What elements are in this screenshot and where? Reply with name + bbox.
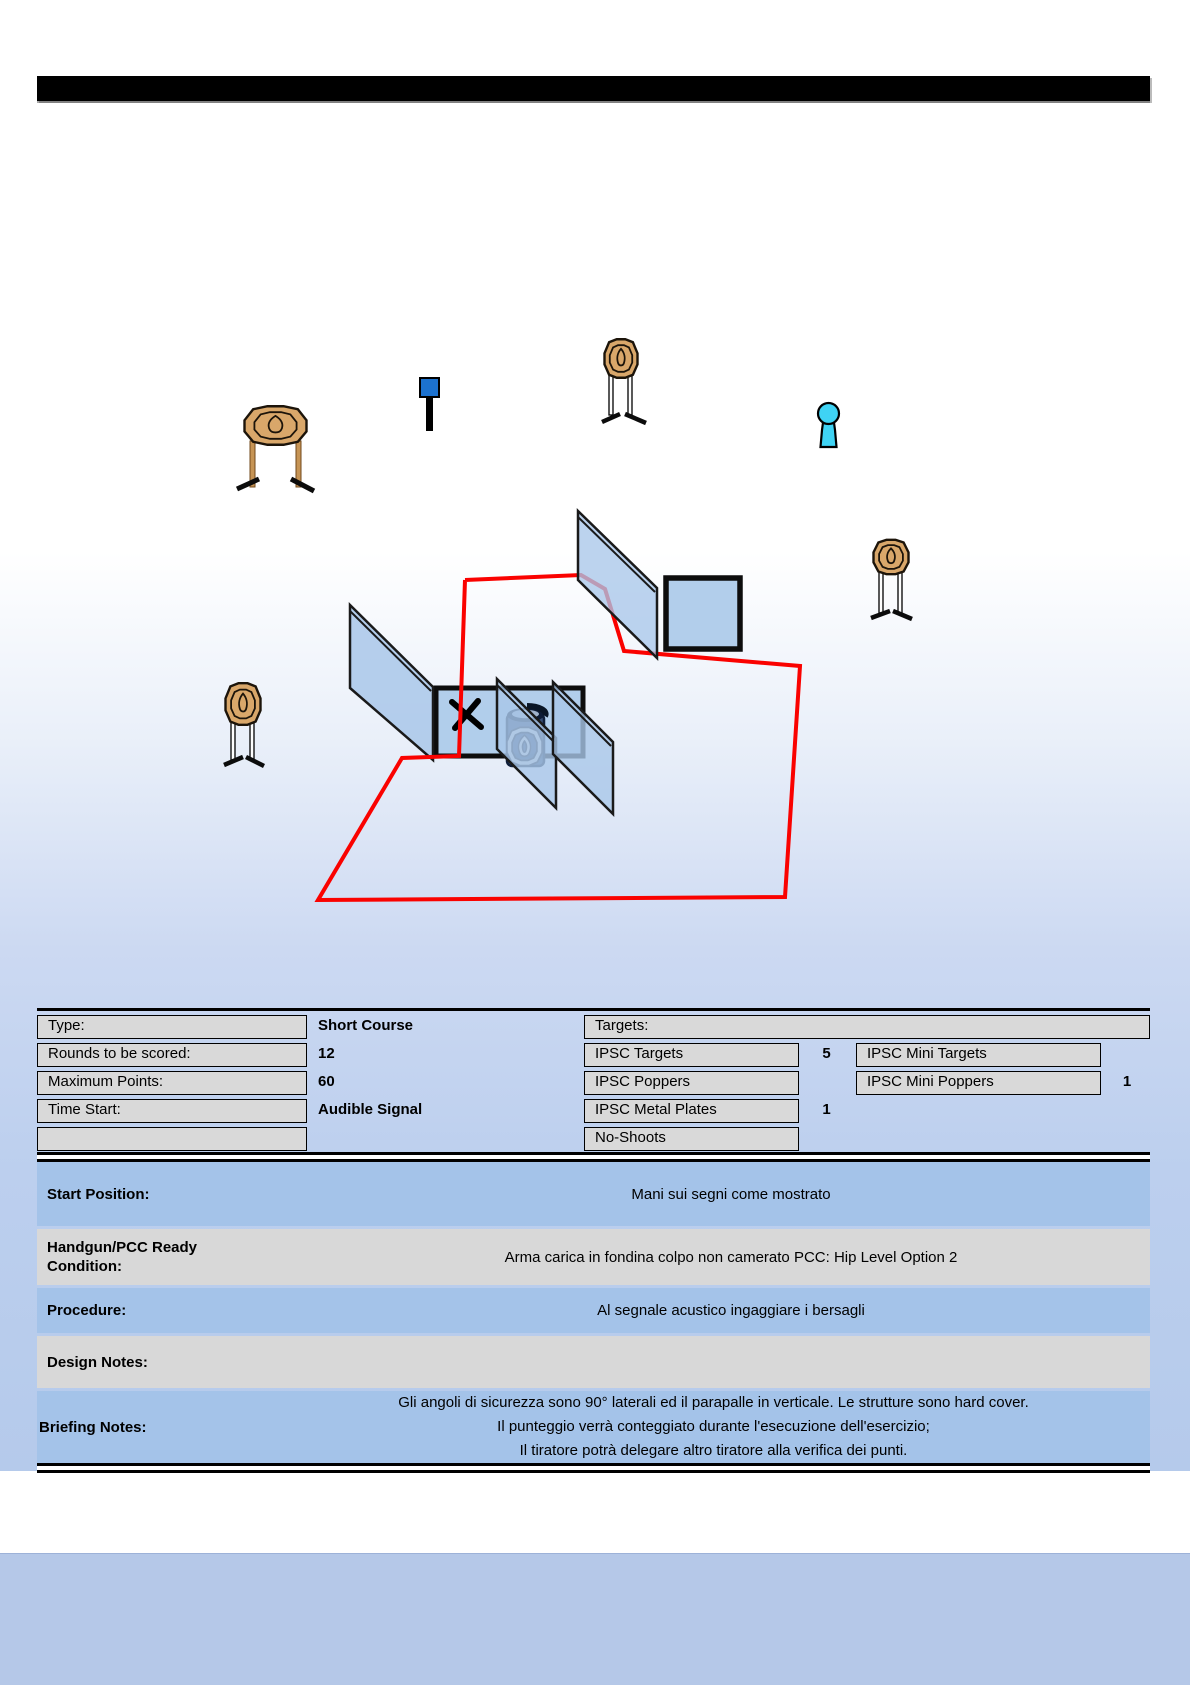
table-row [37, 1043, 1150, 1067]
start-position-row [37, 1162, 1150, 1226]
ipsc-targets-count: 5 [822, 1045, 831, 1062]
type-value: Short Course [318, 1017, 414, 1034]
briefing-line: Il punteggio verrà conteggiato durante l'esecuzione dell'esercizio; [497, 1418, 930, 1435]
stage-briefing-sections [37, 1152, 1150, 1473]
start-position-label: Start Position: [47, 1185, 150, 1203]
design-notes-row [37, 1336, 1150, 1388]
max-points-label: Maximum Points: [37, 1071, 307, 1095]
time-start-value: Audible Signal [318, 1101, 423, 1118]
rounds-value: 12 [318, 1045, 335, 1062]
table-row [37, 1099, 1150, 1123]
max-points-value: 60 [318, 1073, 335, 1090]
ready-condition-label: Handgun/PCC Ready Condition: [47, 1239, 198, 1275]
wall [350, 605, 433, 760]
table-row [37, 1071, 1150, 1095]
ready-condition-row [37, 1229, 1150, 1285]
time-start-label: Time Start: [37, 1099, 307, 1123]
hardcover-square [666, 578, 740, 649]
stage-info-table [37, 1008, 1150, 1159]
start-position-value: Mani sui segni come mostrato [631, 1185, 831, 1203]
briefing-notes-row [37, 1391, 1150, 1463]
ipsc-metal-plates-count: 1 [822, 1101, 831, 1118]
briefing-notes-value [277, 1391, 1150, 1463]
ipsc-metal-plates-label: IPSC Metal Plates [584, 1099, 799, 1123]
section-divider [37, 1152, 1150, 1162]
metal-plate-post [420, 378, 439, 431]
ipsc-targets-label: IPSC Targets [584, 1043, 799, 1067]
rounds-label: Rounds to be scored: [37, 1043, 307, 1067]
design-notes-value [312, 1336, 1150, 1388]
ipsc-target [237, 406, 314, 491]
section-divider [37, 1463, 1150, 1473]
ipsc-mini-poppers-label: IPSC Mini Poppers [856, 1071, 1101, 1095]
design-notes-label: Design Notes: [47, 1353, 148, 1371]
popper [818, 403, 839, 447]
ipsc-mini-targets-label: IPSC Mini Targets [856, 1043, 1101, 1067]
ready-condition-value: Arma carica in fondina colpo non camerato PCC: Hip Level Option 2 [504, 1248, 958, 1266]
ipsc-mini-poppers-count: 1 [1122, 1073, 1132, 1090]
table-row [37, 1015, 1150, 1039]
empty-label-cell [37, 1127, 307, 1151]
procedure-value: Al segnale acustico ingaggiare i bersagli [597, 1302, 865, 1319]
ipsc-target [602, 339, 646, 423]
ipsc-poppers-count [802, 1071, 851, 1095]
ipsc-target [871, 540, 912, 619]
briefing-line: Il tiratore potrà delegare altro tiratore alla verifica dei punti. [519, 1442, 908, 1459]
briefing-line: Gli angoli di sicurezza sono 90° laterali ed il parapalle in verticale. Le strutture sono hard cover. [398, 1394, 1029, 1411]
procedure-label: Procedure: [47, 1302, 127, 1319]
type-label: Type: [37, 1015, 307, 1039]
ipsc-target [224, 683, 264, 766]
ipsc-mini-targets-count [1104, 1043, 1150, 1067]
targets-header: Targets: [584, 1015, 1150, 1039]
stage-title-bar [37, 76, 1150, 101]
briefing-notes-label: Briefing Notes: [39, 1418, 147, 1436]
table-row [37, 1127, 1150, 1151]
procedure-row [37, 1288, 1150, 1333]
no-shoots-label: No-Shoots [584, 1127, 799, 1151]
ipsc-poppers-label: IPSC Poppers [584, 1071, 799, 1095]
